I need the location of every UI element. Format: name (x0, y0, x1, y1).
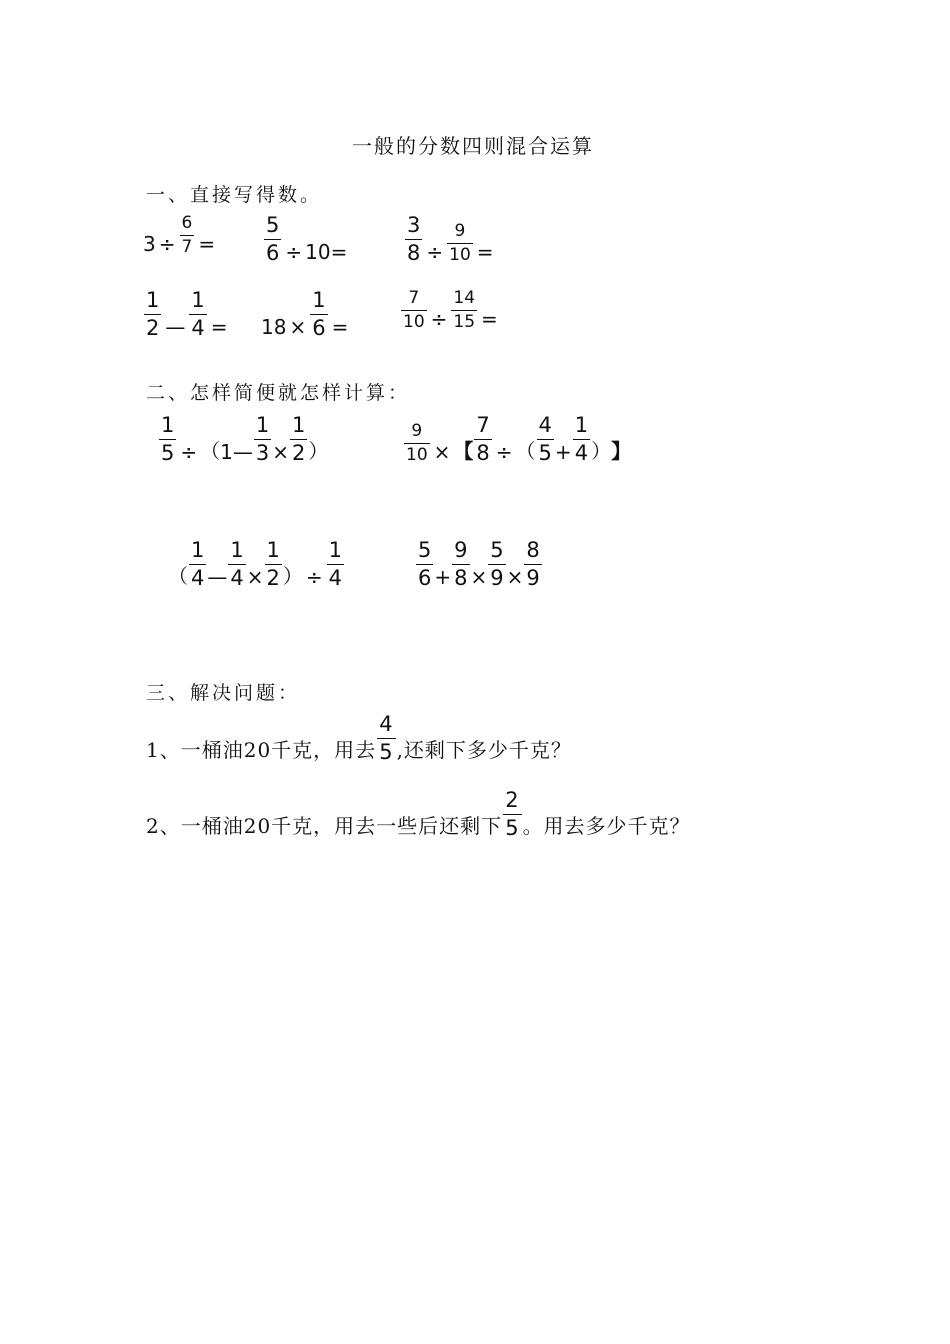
numerator: 8 (526, 538, 540, 562)
equals-sign: = (331, 315, 349, 339)
number: 18 (261, 315, 287, 339)
fraction (573, 415, 590, 464)
fraction (310, 290, 327, 339)
numerator: 1 (574, 413, 589, 437)
fraction (254, 415, 271, 464)
fraction (452, 540, 469, 589)
multiply-sign: × (506, 565, 524, 589)
denominator: 10 (403, 312, 425, 332)
fraction (144, 290, 161, 339)
numerator: 3 (407, 213, 421, 237)
denominator: 3 (255, 441, 270, 465)
denominator: 9 (526, 566, 540, 590)
s2-expression-3 (168, 540, 345, 589)
numerator: 1 (266, 538, 280, 562)
fraction (265, 540, 282, 589)
numerator: 9 (411, 421, 423, 441)
fraction (264, 215, 281, 264)
numerator: 1 (312, 288, 326, 312)
section-2-heading: 二、怎样简便就怎样计算： (146, 382, 411, 404)
numerator: 14 (453, 288, 476, 308)
multiply-sign: × (272, 440, 290, 464)
fraction (327, 540, 344, 589)
numerator: 4 (538, 413, 552, 437)
fraction (537, 415, 554, 464)
numerator: 9 (454, 538, 468, 562)
denominator: 5 (505, 816, 520, 840)
s2-expression-1 (158, 415, 328, 464)
fraction (189, 540, 206, 589)
left-paren: （ (200, 439, 221, 463)
left-bracket: 【 (453, 439, 474, 463)
section-3-heading: 三、解决问题： (146, 682, 301, 704)
divide-sign: ÷ (495, 440, 513, 464)
numerator: 1 (292, 413, 306, 437)
equals-sign: = (210, 315, 228, 339)
numerator: 1 (230, 538, 244, 562)
problem-text: 。用去多少千克？ (522, 814, 691, 838)
problem-2 (146, 790, 691, 839)
numerator: 1 (146, 288, 160, 312)
denominator: 5 (538, 441, 552, 465)
fraction (401, 290, 427, 331)
minus-sign: — (207, 565, 228, 589)
numerator: 1 (191, 288, 205, 312)
fraction (377, 714, 395, 763)
equals-sign: = (481, 307, 498, 331)
denominator: 4 (574, 441, 589, 465)
right-paren: ） (591, 439, 612, 463)
problem-1 (146, 714, 572, 763)
number: 10 (305, 240, 331, 264)
denominator: 4 (328, 566, 343, 590)
fraction (503, 790, 521, 839)
divide-sign: ÷ (430, 307, 448, 331)
s1-expression-2 (263, 215, 347, 264)
denominator: 9 (490, 566, 504, 590)
fraction (474, 415, 491, 464)
s2-expression-4 (415, 540, 543, 589)
fraction (524, 540, 541, 589)
fraction (405, 215, 422, 264)
right-paren: ） (308, 439, 329, 463)
minus-sign: — (232, 440, 253, 464)
divide-sign: ÷ (285, 240, 303, 264)
denominator: 10 (449, 245, 471, 265)
multiply-sign: × (246, 565, 264, 589)
denominator: 4 (191, 316, 205, 340)
fraction (180, 215, 195, 256)
equals-sign: = (476, 240, 494, 264)
denominator: 2 (266, 566, 280, 590)
multiply-sign: × (433, 440, 451, 464)
numerator: 5 (418, 538, 432, 562)
fraction (290, 415, 307, 464)
minus-sign: — (165, 315, 186, 339)
denominator: 10 (406, 445, 428, 465)
denominator: 6 (418, 566, 432, 590)
numerator: 1 (191, 538, 205, 562)
denominator: 7 (181, 237, 193, 257)
divide-sign: ÷ (305, 565, 323, 589)
numerator: 5 (266, 213, 280, 237)
numerator: 6 (181, 213, 193, 233)
section-1-heading: 一、直接写得数。 (146, 184, 323, 206)
denominator: 4 (230, 566, 244, 590)
denominator: 8 (407, 241, 421, 265)
denominator: 6 (266, 241, 280, 265)
denominator: 8 (476, 441, 490, 465)
fraction (159, 415, 176, 464)
denominator: 4 (191, 566, 205, 590)
fraction (228, 540, 245, 589)
denominator: 2 (146, 316, 160, 340)
divide-sign: ÷ (158, 232, 176, 256)
left-paren: （ (515, 439, 536, 463)
number: 1 (220, 440, 233, 464)
numerator: 7 (476, 413, 490, 437)
problem-text: ,还剩下多少千克？ (396, 738, 572, 762)
denominator: 8 (454, 566, 468, 590)
s1-expression-5 (261, 290, 351, 339)
right-paren: ） (282, 564, 303, 588)
fraction (416, 540, 433, 589)
divide-sign: ÷ (180, 440, 198, 464)
fraction (451, 290, 477, 331)
fraction (404, 423, 430, 464)
s1-expression-6 (400, 290, 501, 331)
fraction (488, 540, 505, 589)
problem-text: 1、一桶油20千克，用去 (146, 738, 377, 762)
equals-sign: = (198, 232, 216, 256)
s2-expression-2 (403, 415, 631, 464)
plus-sign: + (554, 440, 572, 464)
number: 3 (143, 232, 156, 256)
numerator: 1 (255, 413, 270, 437)
denominator: 6 (312, 316, 326, 340)
numerator: 1 (161, 413, 175, 437)
divide-sign: ÷ (426, 240, 444, 264)
fraction (189, 290, 206, 339)
numerator: 1 (328, 538, 343, 562)
multiply-sign: × (289, 315, 307, 339)
problem-text: 2、一桶油20千克，用去一些后还剩下 (146, 814, 503, 838)
denominator: 2 (292, 441, 306, 465)
denominator: 5 (379, 740, 394, 764)
s1-expression-3 (404, 215, 497, 264)
s1-expression-4 (143, 290, 231, 339)
numerator: 5 (490, 538, 504, 562)
right-bracket: 】 (611, 439, 632, 463)
page-title: 一般的分数四则混合运算 (352, 134, 594, 158)
numerator: 9 (454, 221, 466, 241)
left-paren: （ (168, 564, 188, 588)
s1-expression-1 (143, 215, 218, 256)
multiply-sign: × (470, 565, 488, 589)
equals-sign: = (330, 240, 348, 264)
numerator: 7 (408, 288, 420, 308)
denominator: 15 (453, 312, 476, 332)
numerator: 2 (505, 788, 520, 812)
plus-sign: + (434, 565, 452, 589)
fraction (447, 223, 473, 264)
numerator: 4 (379, 712, 394, 736)
denominator: 5 (161, 441, 175, 465)
